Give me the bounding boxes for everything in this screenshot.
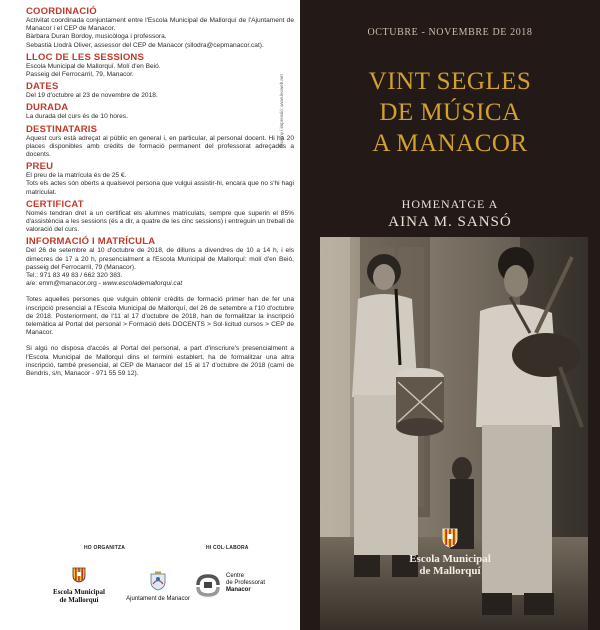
section-coordinacio — [26, 6, 294, 50]
date-range: OCTUBRE - NOVEMBRE DE 2018 — [367, 27, 533, 38]
escola-logo-line1: Escola Municipal — [53, 588, 105, 596]
section-informacio — [26, 236, 294, 288]
cover-school-line1: Escola Municipal — [409, 553, 491, 565]
section-lloc — [26, 52, 294, 79]
contact-line — [26, 280, 294, 288]
homage-line-1: HOMENATGE A — [401, 197, 499, 211]
section-text: Tots els actes són oberts a qualsevol persona que vulgui assistir-hi, encara que no s'hi hagi matriculat. — [26, 180, 294, 196]
title-line-3: A MANACOR — [372, 130, 528, 157]
section-text: Activitat coordinada conjuntament entre l'Escola Municipal de Mallorquí de l'Ajuntament de Manacor i el CEP de Manacor. — [26, 17, 294, 33]
section-heading: LLOC DE LES SESSIONS — [26, 51, 145, 63]
cover-school-logo — [300, 528, 600, 577]
section-text: Aquest curs està adreçat al públic en general i, en particular, al personal docent. Hi ha 20 places disponibles amb crèdits de formació permanent del professorat adreçades a docents. — [26, 134, 294, 159]
section-text: El preu de la matrícula és de 25 €. — [26, 172, 127, 180]
cep-logo-line1: Centre — [226, 573, 245, 579]
cep-emblem-icon — [194, 573, 222, 597]
section-preu — [26, 161, 294, 197]
design-credit: Disseny i impressió: www.leoweb.net — [279, 74, 284, 148]
collabora-label: HI COL·LABORA — [206, 545, 249, 551]
section-text: Passeig del Ferrocarril, 79, Manacor. — [26, 71, 134, 79]
section-heading: COORDINACIÓ — [26, 6, 97, 17]
section-text: Escola Municipal de Mallorquí. Molí d'en Beió. — [26, 62, 161, 70]
homage-subtitle — [300, 196, 600, 232]
shield-icon — [72, 567, 86, 583]
section-heading: DURADA — [26, 102, 69, 114]
info-sections — [26, 6, 294, 385]
title-line-2: DE MÚSICA — [379, 99, 521, 126]
section-text: Del 19 d'octubre al 23 de novembre de 2018. — [26, 92, 158, 100]
cep-logo — [194, 573, 294, 597]
section-destinataris — [26, 124, 294, 160]
section-heading: INFORMACIÓ I MATRÍCULA — [26, 236, 156, 248]
section-heading: DESTINATARIS — [26, 123, 98, 135]
section-certificat — [26, 199, 294, 235]
cover-title — [300, 66, 600, 159]
section-text: Sebastià Llodrà Oliver, assessor del CEP de Manacor (sllodra@cepmanacor.cat). — [26, 41, 264, 49]
title-line-1: VINT SEGLES — [368, 68, 532, 95]
phone-text: Tel.: 971 83 49 83 / 662 320 383. — [26, 272, 123, 280]
section-dates — [26, 81, 294, 100]
section-heading: CERTIFICAT — [26, 198, 84, 210]
section-heading: DATES — [26, 81, 59, 93]
coat-of-arms-icon — [149, 571, 167, 591]
website-link[interactable]: www.escolademallorqui.cat — [102, 280, 183, 288]
organitza-label: HO ORGANITZA — [84, 545, 126, 551]
credits-paragraph: Totes aquelles persones que vulguin obtenir crèdits de formació primer han de fer una inscripció presencial a l'Escola Municipal de Mallorquí, del 26 de setembre a l'10 d'octubre de 2018. Posteriorment, de l'11 al 17 d'octubre de 2018, han de formalitzar la inscripció telemàtica al Portal del personal > Formació dels DOCENTS > Sol·licitud cursos > CEP de Manacor. — [26, 296, 294, 337]
ajuntament-logo — [118, 571, 198, 603]
escola-logo-line2: de Mallorquí — [59, 596, 99, 604]
cep-logo-line2: de Professorat — [226, 580, 266, 586]
cover-panel — [300, 0, 600, 630]
footer-logos — [26, 545, 294, 625]
ajuntament-logo-text: Ajuntament de Manacor — [126, 596, 190, 602]
portal-paragraph: Si algú no disposa d'accés al Portal del personal, a part d'inscriure's presencialment a l'Escola Municipal de Mallorquí dins el termini establert, ha de formalitzar una altra inscripció, també presencial, al CEP de Manacor del 15 al 17 d'octubre de 2018 (camí de Bendris, s/n, Manacor - 971 55 59 12). — [26, 345, 294, 378]
cover-school-line2: de Mallorquí — [419, 565, 481, 577]
section-durada — [26, 102, 294, 121]
section-text: Només tendran dret a un certificat els alumnes matriculats, sempre que superin el 85% d'assistència a les sessions (és a dir, a quatre de les cinc sessions) i entreguin un treball de valoració del curs. — [26, 209, 294, 234]
email-text: a/e: emm@manacor.org - — [26, 280, 103, 288]
escola-logo — [40, 567, 118, 604]
section-text: Del 26 de setembre al 10 d'octubre de 2018, de dilluns a divendres de 10 a 14 h, i els dimecres de 17 a 20 h, presencialment a l'Escola Municipal de Mallorquí: molí d'en Beió, passeig del Ferrocarril, 79 (Manacor). — [26, 247, 294, 271]
section-text: La durada del curs és de 10 hores. — [26, 113, 128, 121]
cep-logo-line3: Manacor — [226, 587, 251, 593]
section-heading: PREU — [26, 161, 54, 173]
homage-line-2: AINA M. SANSÓ — [388, 214, 512, 230]
shield-icon — [442, 528, 458, 548]
section-text: Bàrbara Duran Bordoy, musicòloga i professora. — [26, 33, 167, 41]
